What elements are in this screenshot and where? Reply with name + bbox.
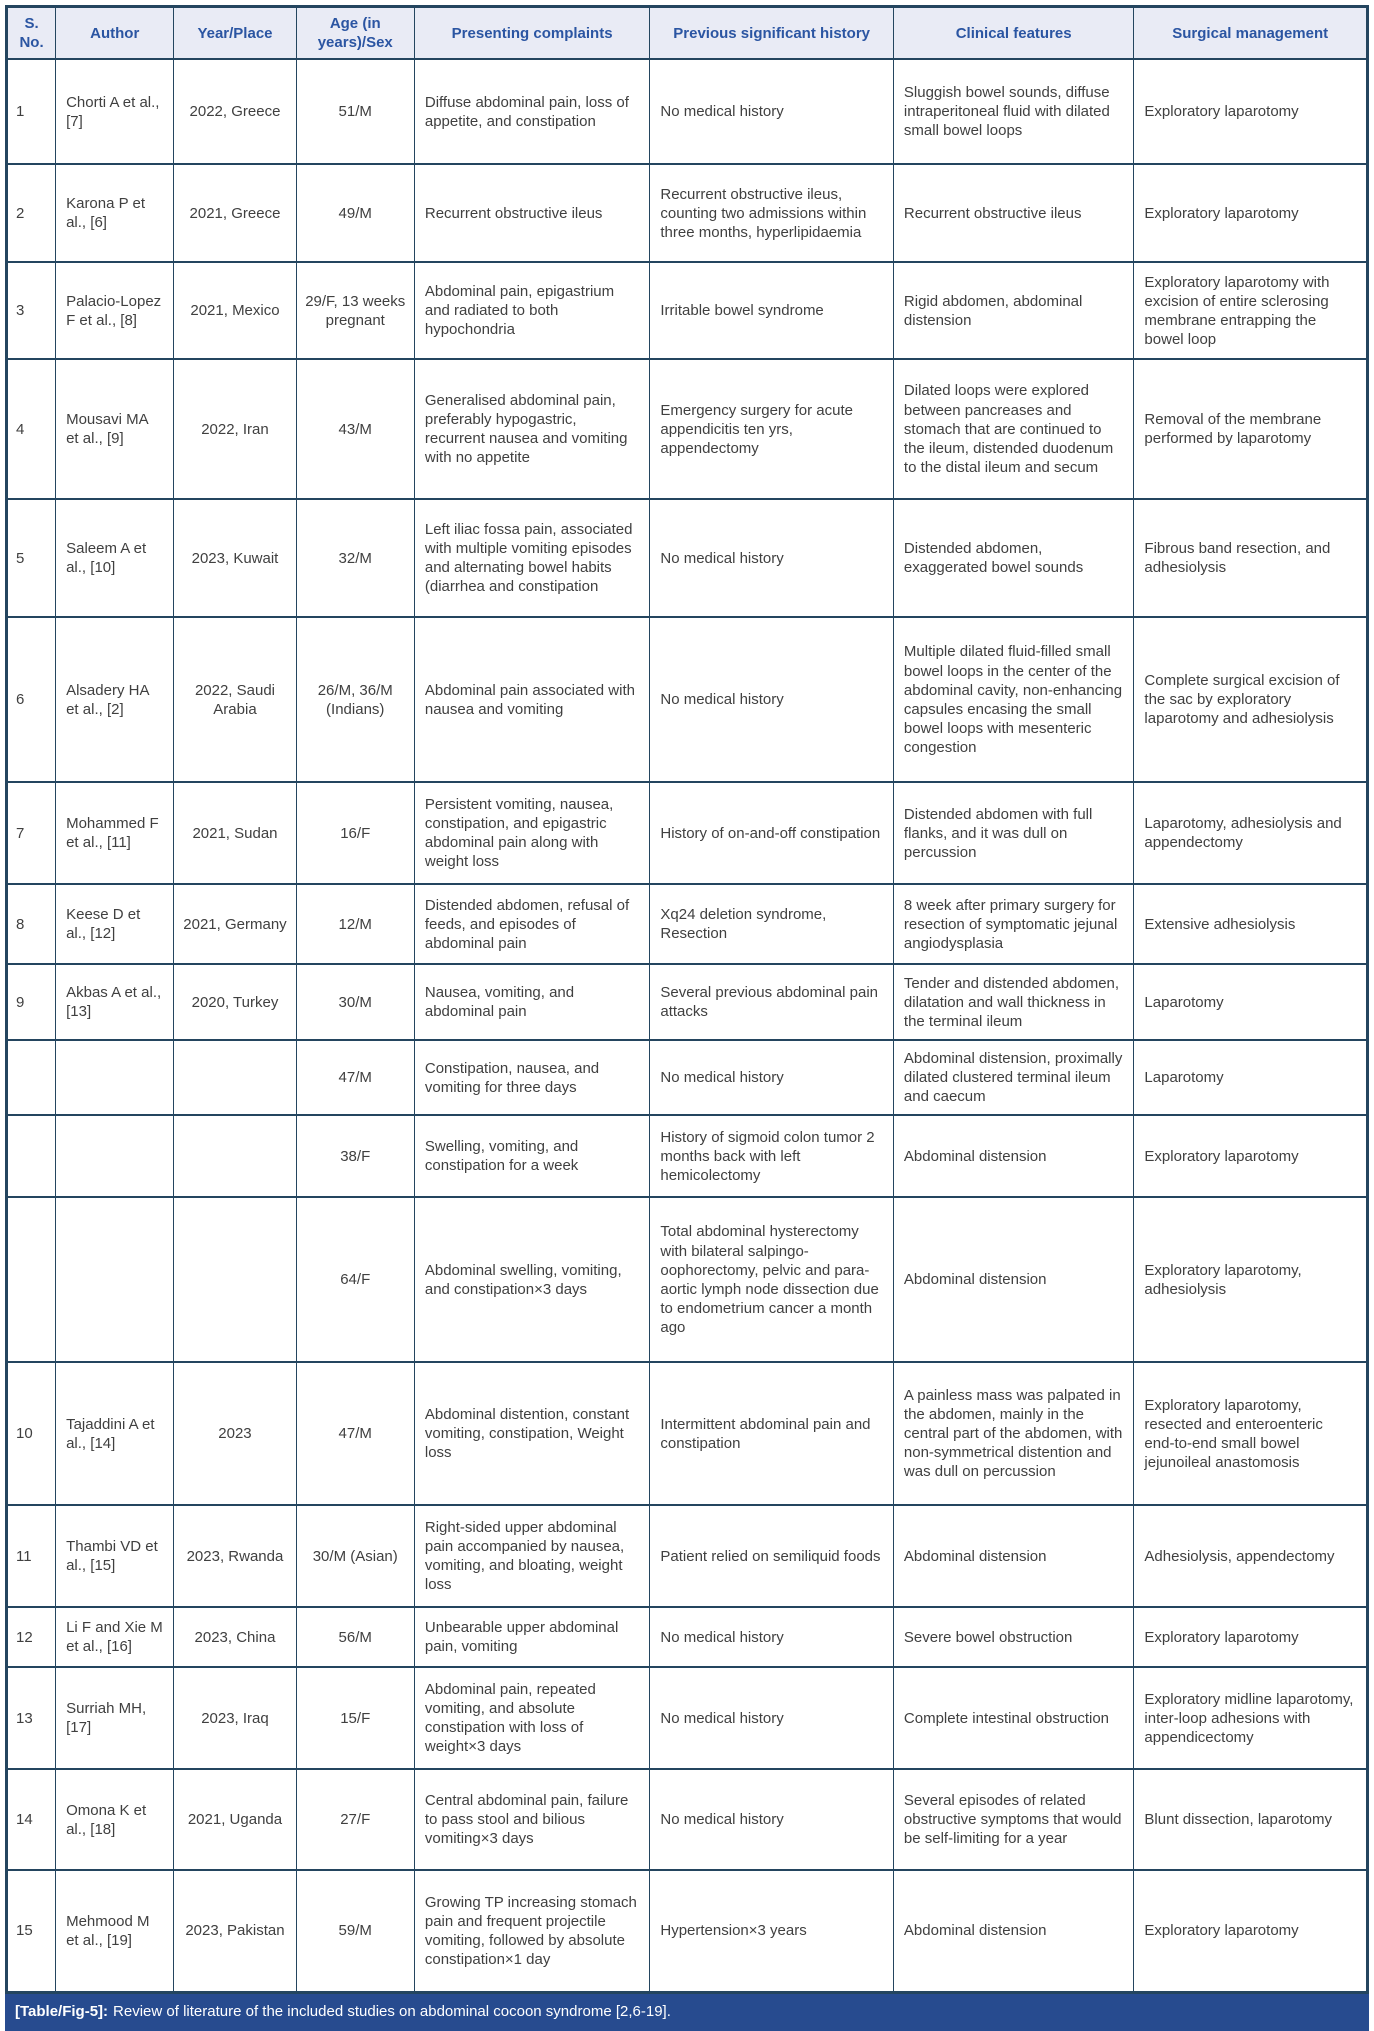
header-row <box>7 7 1368 60</box>
table-cell: Recurrent obstructive ileus <box>414 164 650 262</box>
table-cell: 2023, Rwanda <box>174 1505 296 1607</box>
table-row <box>7 1115 1368 1197</box>
table-cell <box>7 1197 56 1362</box>
table-cell: Swelling, vomiting, and constipation for a week <box>414 1115 650 1197</box>
table-cell: 2023, Iraq <box>174 1667 296 1769</box>
table-cell: Abdominal distention, constant vomiting, constipation, Weight loss <box>414 1362 650 1505</box>
table-row <box>7 59 1368 164</box>
table-cell: Akbas A et al., [13] <box>56 964 174 1040</box>
table-cell: 2023, China <box>174 1607 296 1667</box>
table-cell: Exploratory laparotomy <box>1134 59 1368 164</box>
table-cell: 3 <box>7 262 56 359</box>
table-cell: 64/F <box>296 1197 414 1362</box>
caption-text: Review of literature of the included studies on abdominal cocoon syndrome [2,6-19]. <box>113 2002 671 2020</box>
table-cell: 2022, Iran <box>174 359 296 499</box>
table-row <box>7 1667 1368 1769</box>
table-cell: No medical history <box>650 1667 894 1769</box>
table-cell: 12 <box>7 1607 56 1667</box>
table-cell: No medical history <box>650 1607 894 1667</box>
table-cell: Hypertension×3 years <box>650 1870 894 1992</box>
table-cell: 32/M <box>296 499 414 617</box>
table-cell: Growing TP increasing stomach pain and frequent projectile vomiting, followed by absolute constipation×1 day <box>414 1870 650 1992</box>
table-cell: 2020, Turkey <box>174 964 296 1040</box>
table-cell: 8 week after primary surgery for resection of symptomatic jejunal angiodysplasia <box>893 884 1134 964</box>
table-cell: Left iliac fossa pain, associated with multiple vomiting episodes and alternating bowel habits (diarrhea and constipation <box>414 499 650 617</box>
table-cell: 29/F, 13 weeks pregnant <box>296 262 414 359</box>
table-cell: Severe bowel obstruction <box>893 1607 1134 1667</box>
table-row <box>7 164 1368 262</box>
table-cell: 4 <box>7 359 56 499</box>
table-cell: Complete surgical excision of the sac by exploratory laparotomy and adhesiolysis <box>1134 617 1368 782</box>
table-row <box>7 262 1368 359</box>
table-cell: Dilated loops were explored between pancreases and stomach that are continued to the ileum, distended duodenum to the distal ileum and secum <box>893 359 1134 499</box>
table-caption <box>5 1994 1369 2031</box>
table-cell: 27/F <box>296 1769 414 1870</box>
table-cell: Adhesiolysis, appendectomy <box>1134 1505 1368 1607</box>
table-row <box>7 884 1368 964</box>
table-cell: 6 <box>7 617 56 782</box>
table-cell: Right-sided upper abdominal pain accompanied by nausea, vomiting, and bloating, weight loss <box>414 1505 650 1607</box>
table-row <box>7 1505 1368 1607</box>
table-cell: Blunt dissection, laparotomy <box>1134 1769 1368 1870</box>
table-cell: Abdominal distension <box>893 1115 1134 1197</box>
table-cell: 56/M <box>296 1607 414 1667</box>
table-cell: 15 <box>7 1870 56 1992</box>
table-cell: 47/M <box>296 1040 414 1115</box>
column-header: Year/Place <box>174 7 296 60</box>
table-cell: A painless mass was palpated in the abdomen, mainly in the central part of the abdomen, with non-symmetrical distention and was dull on percussion <box>893 1362 1134 1505</box>
table-cell: Abdominal distension, proximally dilated clustered terminal ileum and caecum <box>893 1040 1134 1115</box>
table-cell: Distended abdomen, refusal of feeds, and episodes of abdominal pain <box>414 884 650 964</box>
table-cell: 9 <box>7 964 56 1040</box>
column-header: Age (in years)/Sex <box>296 7 414 60</box>
table-cell: Generalised abdominal pain, preferably hypogastric, recurrent nausea and vomiting with no appetite <box>414 359 650 499</box>
table-cell: History of sigmoid colon tumor 2 months back with left hemicolectomy <box>650 1115 894 1197</box>
column-header: Previous significant history <box>650 7 894 60</box>
table-cell: Sluggish bowel sounds, diffuse intraperitoneal fluid with dilated small bowel loops <box>893 59 1134 164</box>
column-header: Clinical features <box>893 7 1134 60</box>
table-cell: 2023 <box>174 1362 296 1505</box>
table-cell: 59/M <box>296 1870 414 1992</box>
table-cell: 12/M <box>296 884 414 964</box>
table-cell: Omona K et al., [18] <box>56 1769 174 1870</box>
table-cell: 2023, Pakistan <box>174 1870 296 1992</box>
table-row <box>7 782 1368 884</box>
table-cell: Tajaddini A et al., [14] <box>56 1362 174 1505</box>
table-cell: Multiple dilated fluid-filled small bowel loops in the center of the abdominal cavity, non-enhancing capsules encasing the small bowel loops with mesenteric congestion <box>893 617 1134 782</box>
table-cell <box>56 1197 174 1362</box>
table-cell: 2022, Saudi Arabia <box>174 617 296 782</box>
table-cell: Constipation, nausea, and vomiting for three days <box>414 1040 650 1115</box>
table-cell: Rigid abdomen, abdominal distension <box>893 262 1134 359</box>
table-cell: 38/F <box>296 1115 414 1197</box>
table-row <box>7 964 1368 1040</box>
table-cell: 16/F <box>296 782 414 884</box>
table-cell: Fibrous band resection, and adhesiolysis <box>1134 499 1368 617</box>
table-cell: Complete intestinal obstruction <box>893 1667 1134 1769</box>
table-row <box>7 359 1368 499</box>
table-cell: 30/M <box>296 964 414 1040</box>
table-cell: No medical history <box>650 1769 894 1870</box>
table-cell <box>174 1197 296 1362</box>
table-cell: 11 <box>7 1505 56 1607</box>
table-cell: Laparotomy, adhesiolysis and appendectomy <box>1134 782 1368 884</box>
table-cell: Exploratory laparotomy <box>1134 1115 1368 1197</box>
table-cell: Intermittent abdominal pain and constipation <box>650 1362 894 1505</box>
table-cell: 10 <box>7 1362 56 1505</box>
table-cell: Abdominal pain, repeated vomiting, and absolute constipation with loss of weight×3 days <box>414 1667 650 1769</box>
table-cell: 47/M <box>296 1362 414 1505</box>
table-cell: Thambi VD et al., [15] <box>56 1505 174 1607</box>
table-cell: 13 <box>7 1667 56 1769</box>
table-cell: Karona P et al., [6] <box>56 164 174 262</box>
table-row <box>7 1362 1368 1505</box>
table-cell: 30/M (Asian) <box>296 1505 414 1607</box>
table-cell: Chorti A et al., [7] <box>56 59 174 164</box>
table-cell: 2023, Kuwait <box>174 499 296 617</box>
table-cell: Mousavi MA et al., [9] <box>56 359 174 499</box>
table-cell: Exploratory midline laparotomy, inter-loop adhesions with appendicectomy <box>1134 1667 1368 1769</box>
table-cell: Diffuse abdominal pain, loss of appetite, and constipation <box>414 59 650 164</box>
table-cell: Exploratory laparotomy, adhesiolysis <box>1134 1197 1368 1362</box>
table-cell: 8 <box>7 884 56 964</box>
table-cell: Saleem A et al., [10] <box>56 499 174 617</box>
table-cell: 2021, Germany <box>174 884 296 964</box>
table-cell: 2021, Uganda <box>174 1769 296 1870</box>
table-cell: 51/M <box>296 59 414 164</box>
table-figure <box>5 5 1369 2031</box>
column-header: S. No. <box>7 7 56 60</box>
table-cell: Mehmood M et al., [19] <box>56 1870 174 1992</box>
table-cell: 26/M, 36/M (Indians) <box>296 617 414 782</box>
table-cell <box>7 1040 56 1115</box>
table-cell: 2 <box>7 164 56 262</box>
table-cell: Abdominal distension <box>893 1870 1134 1992</box>
table-cell: No medical history <box>650 59 894 164</box>
table-cell: Distended abdomen, exaggerated bowel sounds <box>893 499 1134 617</box>
table-row <box>7 1607 1368 1667</box>
table-cell <box>174 1115 296 1197</box>
table-cell: Irritable bowel syndrome <box>650 262 894 359</box>
table-cell: Exploratory laparotomy <box>1134 1607 1368 1667</box>
table-cell: Exploratory laparotomy <box>1134 1870 1368 1992</box>
table-cell: Laparotomy <box>1134 964 1368 1040</box>
table-row <box>7 1197 1368 1362</box>
table-cell: Exploratory laparotomy <box>1134 164 1368 262</box>
table-cell: 2021, Greece <box>174 164 296 262</box>
literature-review-table <box>5 5 1369 1994</box>
table-cell: 15/F <box>296 1667 414 1769</box>
column-header: Presenting complaints <box>414 7 650 60</box>
table-cell: Abdominal pain, epigastrium and radiated to both hypochondria <box>414 262 650 359</box>
table-cell: Li F and Xie M et al., [16] <box>56 1607 174 1667</box>
column-header: Surgical management <box>1134 7 1368 60</box>
table-cell: Abdominal distension <box>893 1505 1134 1607</box>
table-cell <box>56 1040 174 1115</box>
table-cell: Exploratory laparotomy with excision of entire sclerosing membrane entrapping the bowel loop <box>1134 262 1368 359</box>
table-cell: 2021, Sudan <box>174 782 296 884</box>
table-cell <box>56 1115 174 1197</box>
table-row <box>7 499 1368 617</box>
table-cell: Removal of the membrane performed by laparotomy <box>1134 359 1368 499</box>
table-cell: Several previous abdominal pain attacks <box>650 964 894 1040</box>
table-row <box>7 1870 1368 1992</box>
table-cell: 5 <box>7 499 56 617</box>
table-body <box>7 59 1368 1992</box>
table-cell: Recurrent obstructive ileus <box>893 164 1134 262</box>
table-cell: 14 <box>7 1769 56 1870</box>
table-cell: Central abdominal pain, failure to pass stool and bilious vomiting×3 days <box>414 1769 650 1870</box>
table-cell: 2022, Greece <box>174 59 296 164</box>
table-cell: Abdominal pain associated with nausea and vomiting <box>414 617 650 782</box>
table-cell: Emergency surgery for acute appendicitis ten yrs, appendectomy <box>650 359 894 499</box>
table-cell: Persistent vomiting, nausea, constipation, and epigastric abdominal pain along with weight loss <box>414 782 650 884</box>
table-cell: Alsadery HA et al., [2] <box>56 617 174 782</box>
table-row <box>7 1040 1368 1115</box>
table-cell: History of on-and-off constipation <box>650 782 894 884</box>
table-cell: Keese D et al., [12] <box>56 884 174 964</box>
table-cell: 1 <box>7 59 56 164</box>
table-cell: Nausea, vomiting, and abdominal pain <box>414 964 650 1040</box>
table-cell: Total abdominal hysterectomy with bilateral salpingo-oophorectomy, pelvic and para-aortic lymph node dissection due to endometrium cancer a month ago <box>650 1197 894 1362</box>
caption-label: [Table/Fig-5]: <box>15 2002 109 2020</box>
table-row <box>7 617 1368 782</box>
table-cell: Extensive adhesiolysis <box>1134 884 1368 964</box>
table-cell: Tender and distended abdomen, dilatation and wall thickness in the terminal ileum <box>893 964 1134 1040</box>
table-cell: Abdominal distension <box>893 1197 1134 1362</box>
table-cell: Xq24 deletion syndrome, Resection <box>650 884 894 964</box>
column-header: Author <box>56 7 174 60</box>
table-cell <box>7 1115 56 1197</box>
table-cell: Exploratory laparotomy, resected and enteroenteric end-to-end small bowel jejunoileal anastomosis <box>1134 1362 1368 1505</box>
table-cell: Distended abdomen with full flanks, and it was dull on percussion <box>893 782 1134 884</box>
table-cell: Unbearable upper abdominal pain, vomiting <box>414 1607 650 1667</box>
table-cell: Several episodes of related obstructive symptoms that would be self-limiting for a year <box>893 1769 1134 1870</box>
table-cell: No medical history <box>650 499 894 617</box>
table-cell: Laparotomy <box>1134 1040 1368 1115</box>
table-cell: Abdominal swelling, vomiting, and constipation×3 days <box>414 1197 650 1362</box>
table-cell: Patient relied on semiliquid foods <box>650 1505 894 1607</box>
table-row <box>7 1769 1368 1870</box>
table-cell: Mohammed F et al., [11] <box>56 782 174 884</box>
table-cell: 7 <box>7 782 56 884</box>
table-cell: No medical history <box>650 1040 894 1115</box>
table-cell: Palacio-Lopez F et al., [8] <box>56 262 174 359</box>
table-cell: 49/M <box>296 164 414 262</box>
table-cell: Surriah MH, [17] <box>56 1667 174 1769</box>
table-cell <box>174 1040 296 1115</box>
table-cell: No medical history <box>650 617 894 782</box>
table-cell: 2021, Mexico <box>174 262 296 359</box>
table-cell: Recurrent obstructive ileus, counting two admissions within three months, hyperlipidaemia <box>650 164 894 262</box>
table-cell: 43/M <box>296 359 414 499</box>
